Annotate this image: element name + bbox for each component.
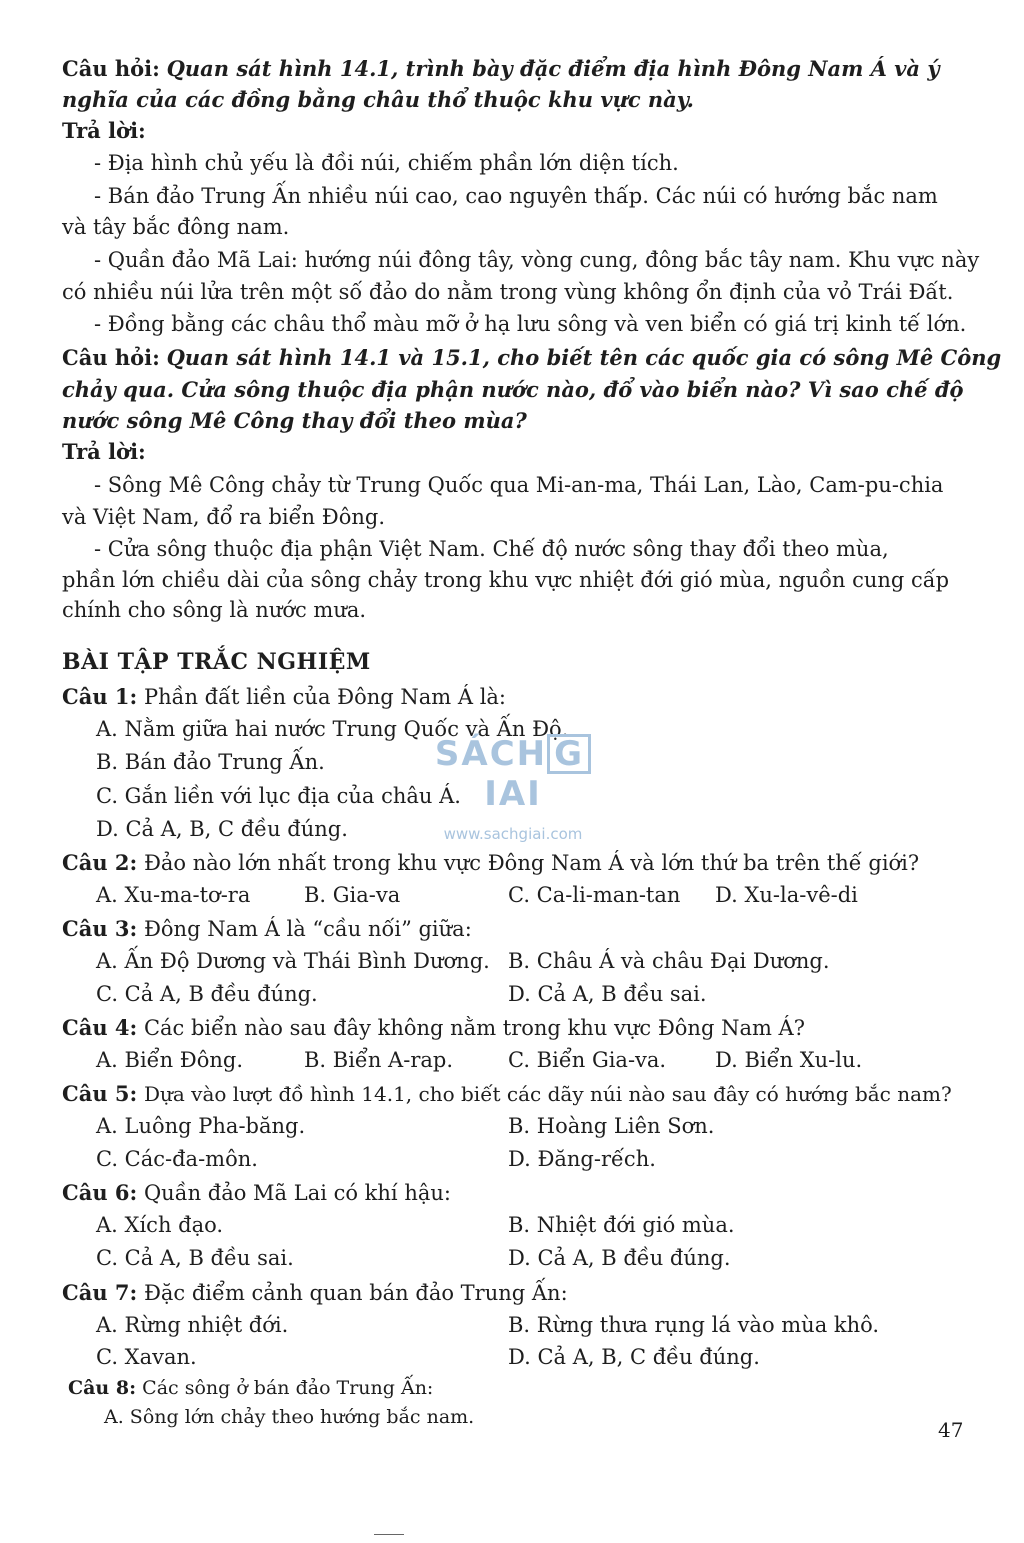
option-4b: B. Biển A-rap.	[304, 1048, 453, 1072]
option-6a: A. Xích đạo.	[96, 1213, 224, 1237]
option-2c: C. Ca-li-man-tan	[508, 883, 681, 907]
option-1b: B. Bán đảo Trung Ấn.	[96, 750, 325, 774]
watermark-text: SÁCH GIAI	[408, 734, 618, 814]
question-1-line-1	[62, 53, 940, 85]
quiz-question-label: Câu 7:	[62, 1280, 138, 1305]
option-6b: B. Nhiệt đới gió mùa.	[508, 1213, 735, 1237]
option-3d: D. Cả A, B đều sai.	[508, 982, 707, 1006]
answer-line: phần lớn chiều dài của sông chảy trong khu vực nhiệt đới gió mùa, nguồn cung cấp	[62, 568, 950, 592]
quiz-question-7	[62, 1277, 568, 1309]
watermark-url: www.sachgiai.com	[443, 825, 583, 843]
quiz-question-text: Các biển nào sau đây không nằm trong khu vực Đông Nam Á?	[143, 1016, 805, 1040]
option-2d: D. Xu-la-vê-di	[715, 883, 858, 907]
option-2a: A. Xu-ma-tơ-ra	[96, 883, 251, 907]
option-1c: C. Gắn liền với lục địa của châu Á.	[96, 784, 461, 808]
option-6c: C. Cả A, B đều sai.	[96, 1246, 294, 1270]
bottom-mark	[374, 1534, 404, 1535]
answer-line: - Sông Mê Công chảy từ Trung Quốc qua Mi-an-ma, Thái Lan, Lào, Cam-pu-chia	[94, 473, 944, 497]
option-7a: A. Rừng nhiệt đới.	[96, 1313, 289, 1337]
quiz-question-label: Câu 2:	[62, 850, 138, 875]
option-7c: C. Xavan.	[96, 1345, 197, 1369]
quiz-question-5	[62, 1078, 952, 1110]
answer-label: Trả lời:	[62, 118, 146, 143]
quiz-question-8	[68, 1373, 433, 1404]
answer-line: và Việt Nam, đổ ra biển Đông.	[62, 505, 385, 529]
answer-line: - Bán đảo Trung Ấn nhiều núi cao, cao nguyên thấp. Các núi có hướng bắc nam	[94, 184, 938, 208]
quiz-question-2	[62, 847, 919, 879]
option-5d: D. Đăng-rếch.	[508, 1147, 656, 1171]
watermark-logo	[408, 734, 618, 843]
quiz-question-6	[62, 1177, 451, 1209]
question-2-line-3: nước sông Mê Công thay đổi theo mùa?	[62, 408, 527, 433]
answer-line: - Địa hình chủ yếu là đồi núi, chiếm phần lớn diện tích.	[94, 151, 679, 175]
question-2-line-1	[62, 342, 1001, 374]
option-8a: A. Sông lớn chảy theo hướng bắc nam.	[104, 1406, 475, 1428]
quiz-question-label: Câu 5:	[62, 1081, 138, 1106]
quiz-question-text: Các sông ở bán đảo Trung Ấn:	[142, 1377, 434, 1399]
quiz-question-text: Đảo nào lớn nhất trong khu vực Đông Nam Á và lớn thứ ba trên thế giới?	[143, 851, 920, 875]
option-7b: B. Rừng thưa rụng lá vào mùa khô.	[508, 1313, 880, 1337]
quiz-question-text: Đông Nam Á là “cầu nối” giữa:	[143, 917, 472, 941]
answer-label: Trả lời:	[62, 439, 146, 464]
quiz-question-label: Câu 8:	[68, 1377, 137, 1399]
quiz-question-text: Dựa vào lượt đồ hình 14.1, cho biết các dãy núi nào sau đây có hướng bắc nam?	[143, 1082, 952, 1106]
answer-line: chính cho sông là nước mưa.	[62, 598, 367, 622]
option-3a: A. Ấn Độ Dương và Thái Bình Dương.	[96, 949, 490, 973]
quiz-question-text: Quần đảo Mã Lai có khí hậu:	[143, 1181, 451, 1205]
option-7d: D. Cả A, B, C đều đúng.	[508, 1345, 760, 1369]
quiz-question-label: Câu 6:	[62, 1180, 138, 1205]
answer-line: và tây bắc đông nam.	[62, 215, 290, 239]
option-6d: D. Cả A, B đều đúng.	[508, 1246, 731, 1270]
option-5a: A. Luông Pha-băng.	[96, 1114, 306, 1138]
option-5c: C. Các-đa-môn.	[96, 1147, 258, 1171]
option-1a: A. Nằm giữa hai nước Trung Quốc và Ấn Độ.	[96, 717, 569, 741]
option-3c: C. Cả A, B đều đúng.	[96, 982, 318, 1006]
page-number: 47	[938, 1418, 964, 1442]
answer-line: - Cửa sông thuộc địa phận Việt Nam. Chế độ nước sông thay đổi theo mùa,	[94, 537, 889, 561]
answer-line: - Quần đảo Mã Lai: hướng núi đông tây, vòng cung, đông bắc tây nam. Khu vực này	[94, 248, 980, 272]
question-1-line-2: nghĩa của các đồng bằng châu thổ thuộc khu vực này.	[62, 87, 694, 112]
question-text: Quan sát hình 14.1 và 15.1, cho biết tên các quốc gia có sông Mê Công	[166, 345, 1002, 370]
answer-line: - Đồng bằng các châu thổ màu mỡ ở hạ lưu sông và ven biển có giá trị kinh tế lớn.	[94, 312, 967, 336]
option-4a: A. Biển Đông.	[96, 1048, 244, 1072]
option-1d: D. Cả A, B, C đều đúng.	[96, 817, 348, 841]
quiz-question-label: Câu 1:	[62, 684, 138, 709]
option-2b: B. Gia-va	[304, 883, 401, 907]
quiz-question-text: Phần đất liền của Đông Nam Á là:	[143, 685, 507, 709]
answer-line: có nhiều núi lửa trên một số đảo do nằm trong vùng không ổn định của vỏ Trái Đất.	[62, 280, 954, 304]
question-label: Câu hỏi:	[62, 345, 160, 370]
option-4c: C. Biển Gia-va.	[508, 1048, 667, 1072]
quiz-question-1	[62, 681, 506, 713]
quiz-question-4	[62, 1012, 805, 1044]
question-text: Quan sát hình 14.1, trình bày đặc điểm địa hình Đông Nam Á và ý	[166, 56, 940, 81]
option-5b: B. Hoàng Liên Sơn.	[508, 1114, 715, 1138]
quiz-question-text: Đặc điểm cảnh quan bán đảo Trung Ấn:	[143, 1281, 568, 1305]
option-4d: D. Biển Xu-lu.	[715, 1048, 863, 1072]
question-label: Câu hỏi:	[62, 56, 160, 81]
quiz-question-label: Câu 3:	[62, 916, 138, 941]
option-3b: B. Châu Á và châu Đại Dương.	[508, 949, 830, 973]
quiz-question-3	[62, 913, 472, 945]
quiz-question-label: Câu 4:	[62, 1015, 138, 1040]
section-title: BÀI TẬP TRẮC NGHIỆM	[62, 649, 371, 675]
question-2-line-2: chảy qua. Cửa sông thuộc địa phận nước nào, đổ vào biển nào? Vì sao chế độ	[62, 377, 964, 402]
